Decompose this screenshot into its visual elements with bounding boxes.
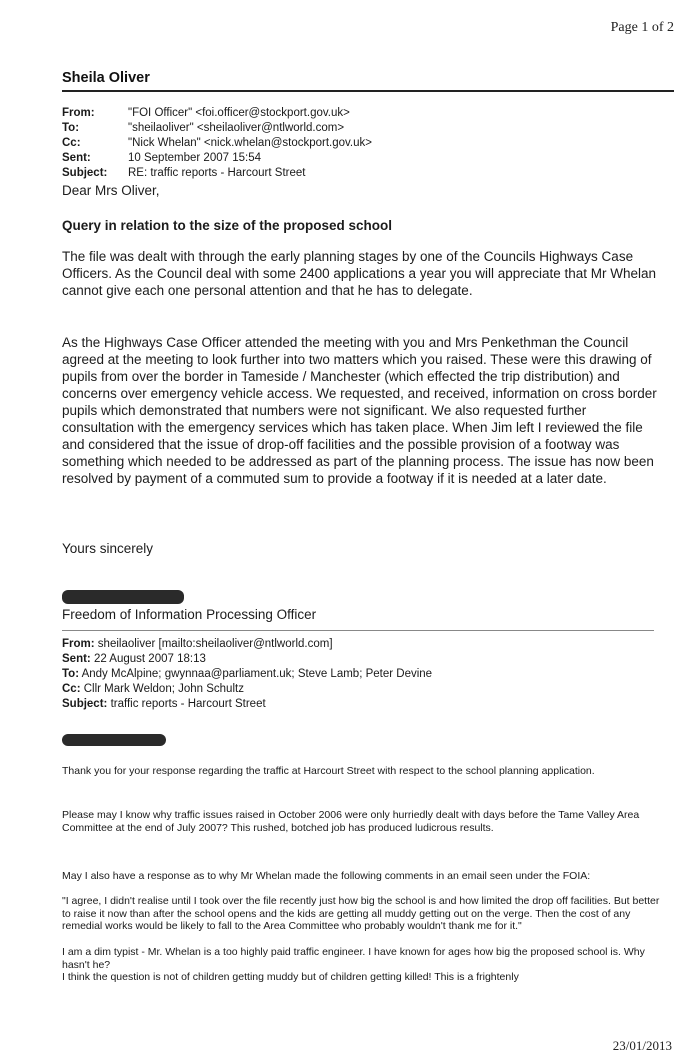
original-paragraph-1: Thank you for your response regarding the traffic at Harcourt Street with respect to the school planning application.	[62, 765, 595, 777]
orig-from-label: From:	[62, 638, 95, 650]
orig-subject-value: traffic reports - Harcourt Street	[110, 698, 266, 710]
original-quote: "I agree, I didn't realise until I took over the file recently just how big the school is and how limited the drop off facilities. But better to raise it now than after the school opens and the kids are getting all muddy getting out on the verge. Then the cost of any remedial works would be likely to fall to the Area Committee who probably wouldn't thank me for it."	[62, 895, 660, 932]
print-date: 23/01/2013	[612, 1038, 672, 1053]
subject-label: Subject:	[62, 167, 108, 179]
original-message-divider	[62, 630, 654, 631]
orig-to-row	[62, 667, 432, 682]
redacted-signature-name	[62, 590, 184, 604]
orig-cc-value: Cllr Mark Weldon; John Schultz	[83, 683, 244, 695]
from-value: "FOI Officer" <foi.officer@stockport.gov.uk>	[128, 107, 350, 119]
orig-sent-value: 22 August 2007 18:13	[93, 653, 206, 665]
sent-value: 10 September 2007 15:54	[128, 152, 261, 164]
header-cc-row	[62, 136, 372, 151]
to-label: To:	[62, 122, 80, 134]
orig-cc-label: Cc:	[62, 683, 81, 695]
to-value: "sheilaoliver" <sheilaoliver@ntlworld.com>	[128, 122, 345, 134]
original-paragraph-6: I think the question is not of children getting muddy but of children getting killed! This is a frightenly	[62, 971, 519, 983]
redacted-recipient-greeting	[62, 734, 166, 746]
from-label: From:	[62, 107, 95, 119]
original-paragraph-3: May I also have a response as to why Mr Whelan made the following comments in an email seen under the FOIA:	[62, 870, 591, 882]
query-heading: Query in relation to the size of the proposed school	[62, 218, 393, 233]
header-subject-row	[62, 166, 372, 181]
orig-to-value: Andy McAlpine; gwynnaa@parliament.uk; Steve Lamb; Peter Devine	[81, 668, 433, 680]
page-number: Page 1 of 2	[610, 20, 674, 35]
orig-subject-row	[62, 697, 432, 712]
subject-value: RE: traffic reports - Harcourt Street	[128, 167, 306, 179]
reply-paragraph-1: The file was dealt with through the early planning stages by one of the Councils Highways Case Officers. As the Council deal with some 2400 applications a year you will appreciate that Mr Whelan cannot give each one personal attention and that he has to delegate.	[62, 249, 657, 298]
orig-subject-label: Subject:	[62, 698, 108, 710]
orig-from-value: sheilaoliver [mailto:sheilaoliver@ntlworld.com]	[97, 638, 333, 650]
orig-sent-row	[62, 652, 432, 667]
header-rule	[62, 90, 674, 92]
original-paragraph-5: I am a dim typist - Mr. Whelan is a too highly paid traffic engineer. I have known for ages how big the proposed school is. Why hasn't he?	[62, 946, 645, 971]
orig-sent-label: Sent:	[62, 653, 91, 665]
orig-cc-row	[62, 682, 432, 697]
closing: Yours sincerely	[62, 541, 154, 556]
email-header	[62, 106, 372, 181]
sent-label: Sent:	[62, 152, 91, 164]
reply-paragraph-2: As the Highways Case Officer attended the meeting with you and Mrs Penkethman the Council agreed at the meeting to look further into two matters which you raised. These were this drawing of pupils from over the border in Tameside / Manchester (which effected the trip distribution) and concerns over emergency vehicle access. We requested, and received, information on cross border pupils which demonstrated that numbers were not significant. We also requested further consultation with the emergency services which has taken place. When Jim left I reviewed the file and considered that the issue of drop-off facilities and the possible provision of a footway was something which needed to be addressed as part of the planning process. The issue has now been resolved by payment of a commuted sum to provide a footway if it is needed at a later date.	[62, 335, 657, 486]
header-sent-row	[62, 151, 372, 166]
original-email-header	[62, 637, 432, 712]
salutation: Dear Mrs Oliver,	[62, 183, 160, 198]
sender-name: Sheila Oliver	[62, 70, 150, 86]
header-from-row	[62, 106, 372, 121]
signature-title: Freedom of Information Processing Officer	[62, 607, 317, 622]
orig-to-label: To:	[62, 668, 80, 680]
header-to-row	[62, 121, 372, 136]
orig-from-row	[62, 637, 432, 652]
original-paragraph-2: Please may I know why traffic issues raised in October 2006 were only hurriedly dealt with days before the Tame Valley Area Committee at the end of July 2007? This rushed, botched job has produced ludicrous results.	[62, 809, 640, 834]
cc-value: "Nick Whelan" <nick.whelan@stockport.gov.uk>	[128, 137, 372, 149]
cc-label: Cc:	[62, 137, 81, 149]
